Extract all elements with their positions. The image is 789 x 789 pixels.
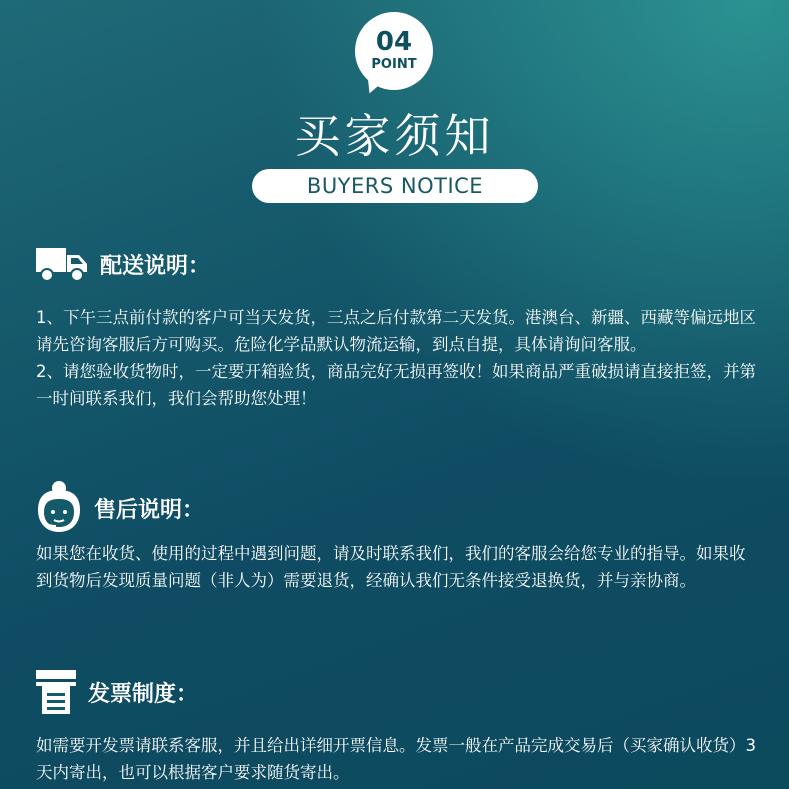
customer-service-agent-icon	[34, 480, 84, 536]
section-invoice-text	[36, 732, 761, 786]
section-delivery-header	[34, 244, 210, 284]
paragraph: 1、下午三点前付款的客户可当天发货，三点之后付款第二天发货。港澳台、新疆、西藏等偏远地区请先咨询客服后方可购买。危险化学品默认物流运输，到点自提，具体请询问客服。	[36, 308, 756, 354]
subtitle: BUYERS NOTICE	[306, 174, 484, 198]
point-badge	[355, 12, 433, 90]
section-heading: 售后说明：	[94, 497, 205, 523]
paragraph: 2、请您验收货物时，一定要开箱验货，商品完好无损再签收！如果商品严重破损请直接拒签，并第一时间联系我们，我们会帮助您处理！	[36, 362, 756, 408]
section-aftersales-text	[36, 540, 761, 594]
delivery-truck-icon	[34, 244, 90, 284]
invoice-printer-icon	[34, 668, 78, 716]
page-title: 买家须知	[294, 109, 495, 163]
paragraph: 如果您在收货、使用的过程中遇到问题，请及时联系我们，我们的客服会给您专业的指导。如果收到货物后发现质量问题（非人为）需要退货，经确认我们无条件接受退换货，并与亲协商。	[36, 544, 746, 590]
section-heading: 配送说明：	[100, 253, 211, 279]
badge-number: 04	[375, 27, 413, 57]
section-heading: 发票制度：	[88, 681, 199, 707]
section-delivery-text	[36, 304, 761, 412]
badge-word: POINT	[371, 57, 417, 72]
section-aftersales-header	[34, 480, 204, 536]
paragraph: 如需要开发票请联系客服，并且给出详细开票信息。发票一般在产品完成交易后（买家确认收货）3天内寄出，也可以根据客户要求随货寄出。	[36, 736, 756, 782]
subtitle-pill	[252, 169, 538, 203]
section-invoice-header	[34, 668, 198, 716]
